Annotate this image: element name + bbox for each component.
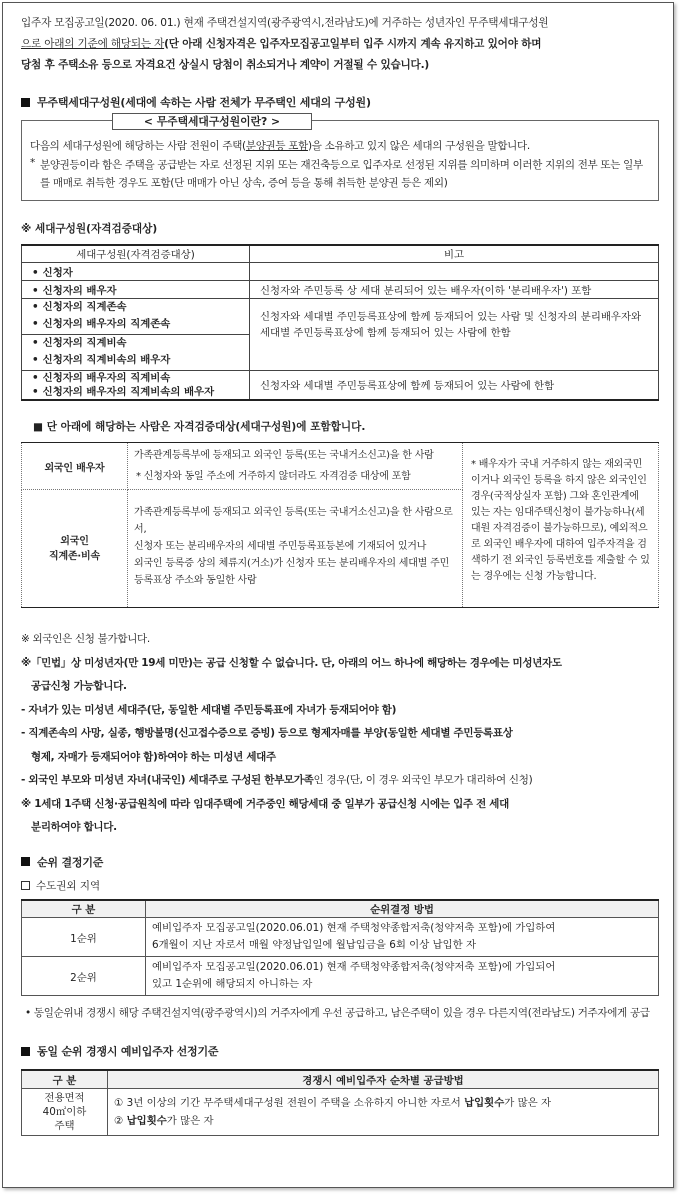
eligibility-notes: [21, 628, 659, 840]
rank-label: 2순위: [22, 957, 146, 996]
member-row: • 신청자의 직계존속 • 신청자의 배우자의 직계존속: [22, 298, 250, 334]
member-label: 신청자의 배우자의 직계존속: [42, 318, 171, 330]
rank-desc-line: 예비입주자 모집공고일(2020.06.01) 현재 주택청약종합저축(청약저축 포함)에 가입하여: [152, 922, 556, 934]
intro-paragraph: [21, 13, 659, 76]
note-foreigner: ※ 외국인은 신청 불가합니다.: [21, 633, 150, 645]
row-header-line: 외국인: [60, 535, 89, 547]
area-label-line: 주택: [54, 1119, 75, 1132]
note-bold-part: - 외국인 부모와 미성년 자녀(내국인) 세대주로 구성된 한부모가족: [21, 774, 314, 786]
ranking-table: [21, 899, 659, 997]
col-header-category: 구 분: [22, 1070, 108, 1088]
method-text: ① 3년 이상의 기간 무주택세대구성원 전원이 주택을 소유하지 아니한 자로서: [114, 1096, 465, 1109]
member-label: 신청자: [42, 266, 73, 279]
foreign-lineal-text: 신청자 또는 분리배우자의 세대별 주민등록표등본에 기재되어 있거나: [134, 541, 427, 552]
note-minor-case-1: - 자녀가 있는 미성년 세대주(단, 동일한 세대별 주민등록표에 자녀가 등재되어야 함): [21, 703, 397, 716]
rank-label: 1순위: [22, 918, 146, 957]
col-header-category: 구 분: [22, 900, 146, 918]
ranking-bullet: • 동일순위내 경쟁시 해당 주택건설지역(광주광역시)의 거주자에게 우선 공급하고, 남은주택이 있을 경우 다른지역(전라남도) 거주자에게 공급: [25, 1007, 650, 1019]
row-header-foreign-lineal: [22, 490, 128, 608]
member-row: • 신청자: [22, 262, 250, 280]
def-post: )을 소유하고 있지 않은 세대의 구성원을 말합니다.: [307, 140, 530, 152]
document-page: [2, 2, 674, 1188]
definition-text: [30, 137, 650, 155]
note-one-house-cont: 분리하여야 합니다.: [31, 821, 117, 833]
member-label: 신청자의 직계비속: [42, 337, 127, 349]
row-header-line: 직계존·비속: [49, 550, 100, 562]
competition-method: [108, 1088, 659, 1135]
def-underline: 분양권등 포함: [245, 140, 308, 152]
rank-desc-line: 있고 1순위에 해당되지 아니하는 자: [152, 978, 313, 990]
method-text: ②: [114, 1114, 127, 1127]
square-bullet-icon: [21, 857, 30, 866]
col-header-method: 경쟁시 예비입주자 순차별 공급방법: [108, 1070, 659, 1088]
section-title: 무주택세대구성원(세대에 속하는 사람 전체가 무주택인 세대의 구성원): [37, 96, 371, 109]
section-heading-ranking: [21, 854, 659, 870]
note-minor-cont: 공급신청 가능합니다.: [31, 680, 127, 692]
col-header-method: 순위결정 방법: [146, 900, 659, 918]
definition-box-tab: < 무주택세대구성원이란? >: [112, 113, 312, 130]
included-heading: ■ 단 아래에 해당하는 사람은 자격검증대상(세대구성원)에 포함합니다.: [33, 421, 366, 433]
note-rest-part: 인 경우(단, 이 경우 외국인 부모가 대리하여 신청): [313, 774, 533, 786]
method-bold: 납입횟수: [464, 1096, 505, 1109]
note-mark: *: [30, 157, 36, 169]
section-heading-household: [21, 94, 659, 110]
method-text: 가 많은 자: [504, 1096, 551, 1109]
foreign-spouse-text: 가족관계등록부에 등재되고 외국인 등록(또는 국내거소신고)을 한 사람: [134, 450, 434, 461]
note-minor-case-2: - 직계존속의 사망, 실종, 행방불명(신고접수증으로 증빙) 등으로 형제자매를 부양(동일한 세대별 주민등록표상: [21, 727, 513, 739]
square-bullet-icon: [21, 1047, 30, 1056]
method-text: 가 많은 자: [166, 1114, 214, 1127]
area-label: [22, 1088, 108, 1135]
definition-box: [21, 115, 659, 201]
member-row: • 신청자의 직계비속 • 신청자의 직계비속의 배우자: [22, 334, 250, 370]
member-note: 신청자와 세대별 주민등록표상에 함께 등재되어 있는 사람 및 신청자의 분리배우자와 세대별 주민등록표상에 함께 등재되어 있는 사람에 한함: [250, 298, 659, 370]
method-bold: 납입횟수: [126, 1114, 167, 1127]
member-note: [250, 262, 659, 280]
checkbox-icon: [21, 881, 30, 890]
rank-desc-line: 예비입주자 모집공고일(2020.06.01) 현재 주택청약종합저축(청약저축 포함)에 가입되어: [152, 961, 556, 973]
foreign-lineal-text: 가족관계등록부에 등재되고 외국인 등록(또는 국내거소신고)을 한 사람으로서,: [134, 507, 453, 535]
competition-table: [21, 1069, 659, 1136]
member-label: 신청자의 배우자의 직계비속: [42, 371, 171, 384]
col-header-members: 세대구성원(자격검증대상): [22, 245, 250, 262]
intro-underline: 으로 아래의 기준에 해당되는 자: [21, 38, 165, 50]
definition-note: [30, 157, 650, 192]
row-header-foreign-spouse: 외국인 배우자: [22, 443, 128, 490]
note-minor-case-2-cont: 형제, 자매가 등재되어야 함)하여야 하는 미성년 세대주: [31, 750, 276, 763]
rank-desc-line: 6개월이 지난 자로서 매월 약정납입일에 월납입금을 6회 이상 납입한 자: [152, 939, 476, 951]
included-note: * 배우자가 국내 거주하지 않는 재외국민이거나 외국인 등록을 하지 않은 외국인인 경우(국적상실자 포함) 그와 혼인관계에 있는 자는 임대주택신청이 불가능하나(세대원 자격검증이 불가능하므로), 예외적으로 외국인 배우자에 대하여 입주자격을 검색하기 전 외국인 등록번호를 제출할 수 있는 경우에는 신청 가능합니다.: [463, 443, 659, 608]
region-text: 수도권외 지역: [36, 879, 101, 892]
intro-bold-2: 당첨 후 주택소유 등으로 자격요건 상실시 당첨이 취소되거나 계약이 거절될 수 있습니다.): [21, 59, 430, 71]
intro-line-1: 입주자 모집공고일(2020. 06. 01.) 현재 주택건설지역(광주광역시,전라남도)에 거주하는 성년자인 무주택세대구성원: [21, 17, 549, 29]
def-pre: 다음의 세대구성원에 해당하는 사람 전원이 주택(: [30, 140, 246, 152]
region-label: [21, 878, 659, 893]
foreign-spouse-cell: [128, 443, 463, 490]
col-header-note: 비고: [250, 245, 659, 262]
foreign-lineal-cell: [128, 490, 463, 608]
member-note: 신청자와 세대별 주민등록표상에 함께 등재되어 있는 사람에 한함: [250, 370, 659, 400]
intro-line-3: [21, 55, 659, 76]
rank-desc: [146, 957, 659, 996]
member-label: 신청자의 배우자의 직계비속의 배우자: [42, 385, 215, 398]
members-table: [21, 244, 659, 401]
method-item-2: [114, 1112, 652, 1130]
members-heading: ※ 세대구성원(자격검증대상): [21, 223, 158, 235]
note-one-house: ※ 1세대 1주택 신청·공급원칙에 따라 임대주택에 거주중인 해당세대 중 일부가 공급신청 시에는 입주 전 세대: [21, 797, 509, 810]
note-minor: ※「민법」상 미성년자(만 19세 미만)는 공급 신청할 수 없습니다. 단, 아래의 어느 하나에 해당하는 경우에는 미성년자도: [21, 656, 562, 669]
intro-bold-1: (단 아래 신청자격은 입주자모집공고일부터 입주 시까지 계속 유지하고 있어야 하며: [164, 38, 542, 50]
area-label-line: 40㎡이하: [42, 1105, 87, 1118]
section-title: 동일 순위 경쟁시 예비입주자 선정기준: [37, 1045, 219, 1058]
section-title: 순위 결정기준: [37, 855, 104, 869]
member-row: • 신청자의 배우자: [22, 280, 250, 298]
area-label-line: 전용면적: [44, 1091, 85, 1104]
section-heading-competition: [21, 1043, 659, 1059]
member-row: • 신청자의 배우자의 직계비속 • 신청자의 배우자의 직계비속의 배우자: [22, 370, 250, 400]
intro-line-2: [21, 34, 659, 55]
note-text: 분양권등이라 함은 주택을 공급받는 자로 선정된 지위 또는 재건축등으로 입주자로 선정된 지위를 의미하며 이러한 지위의 전부 또는 일부를 매매로 취득한 경우도 포함(단 매매가 아닌 상속, 증여 등을 통해 취득한 분양권 등은 제외): [40, 159, 643, 189]
method-item-1: [114, 1094, 652, 1112]
included-table: [21, 442, 659, 608]
note-minor-case-3: [21, 769, 659, 793]
member-label: 신청자의 직계존속: [42, 301, 127, 313]
member-label: 신청자의 직계비속의 배우자: [42, 354, 171, 366]
included-title: 단 아래에 해당하는 사람은 자격검증대상(세대구성원)에 포함합니다.: [46, 421, 366, 433]
member-label: 신청자의 배우자: [42, 284, 117, 297]
rank-desc: [146, 918, 659, 957]
member-note: 신청자와 주민등록 상 세대 분리되어 있는 배우자(이하 '분리배우자') 포함: [250, 280, 659, 298]
foreign-lineal-text: 외국인 등록증 상의 체류지(거소)가 신청자 또는 분리배우자의 세대별 주민등록표상 주소와 동일한 사람: [134, 558, 450, 586]
square-bullet-icon: [21, 98, 30, 107]
foreign-spouse-note: * 신청자와 동일 주소에 거주하지 않더라도 자격검증 대상에 포함: [136, 471, 411, 482]
